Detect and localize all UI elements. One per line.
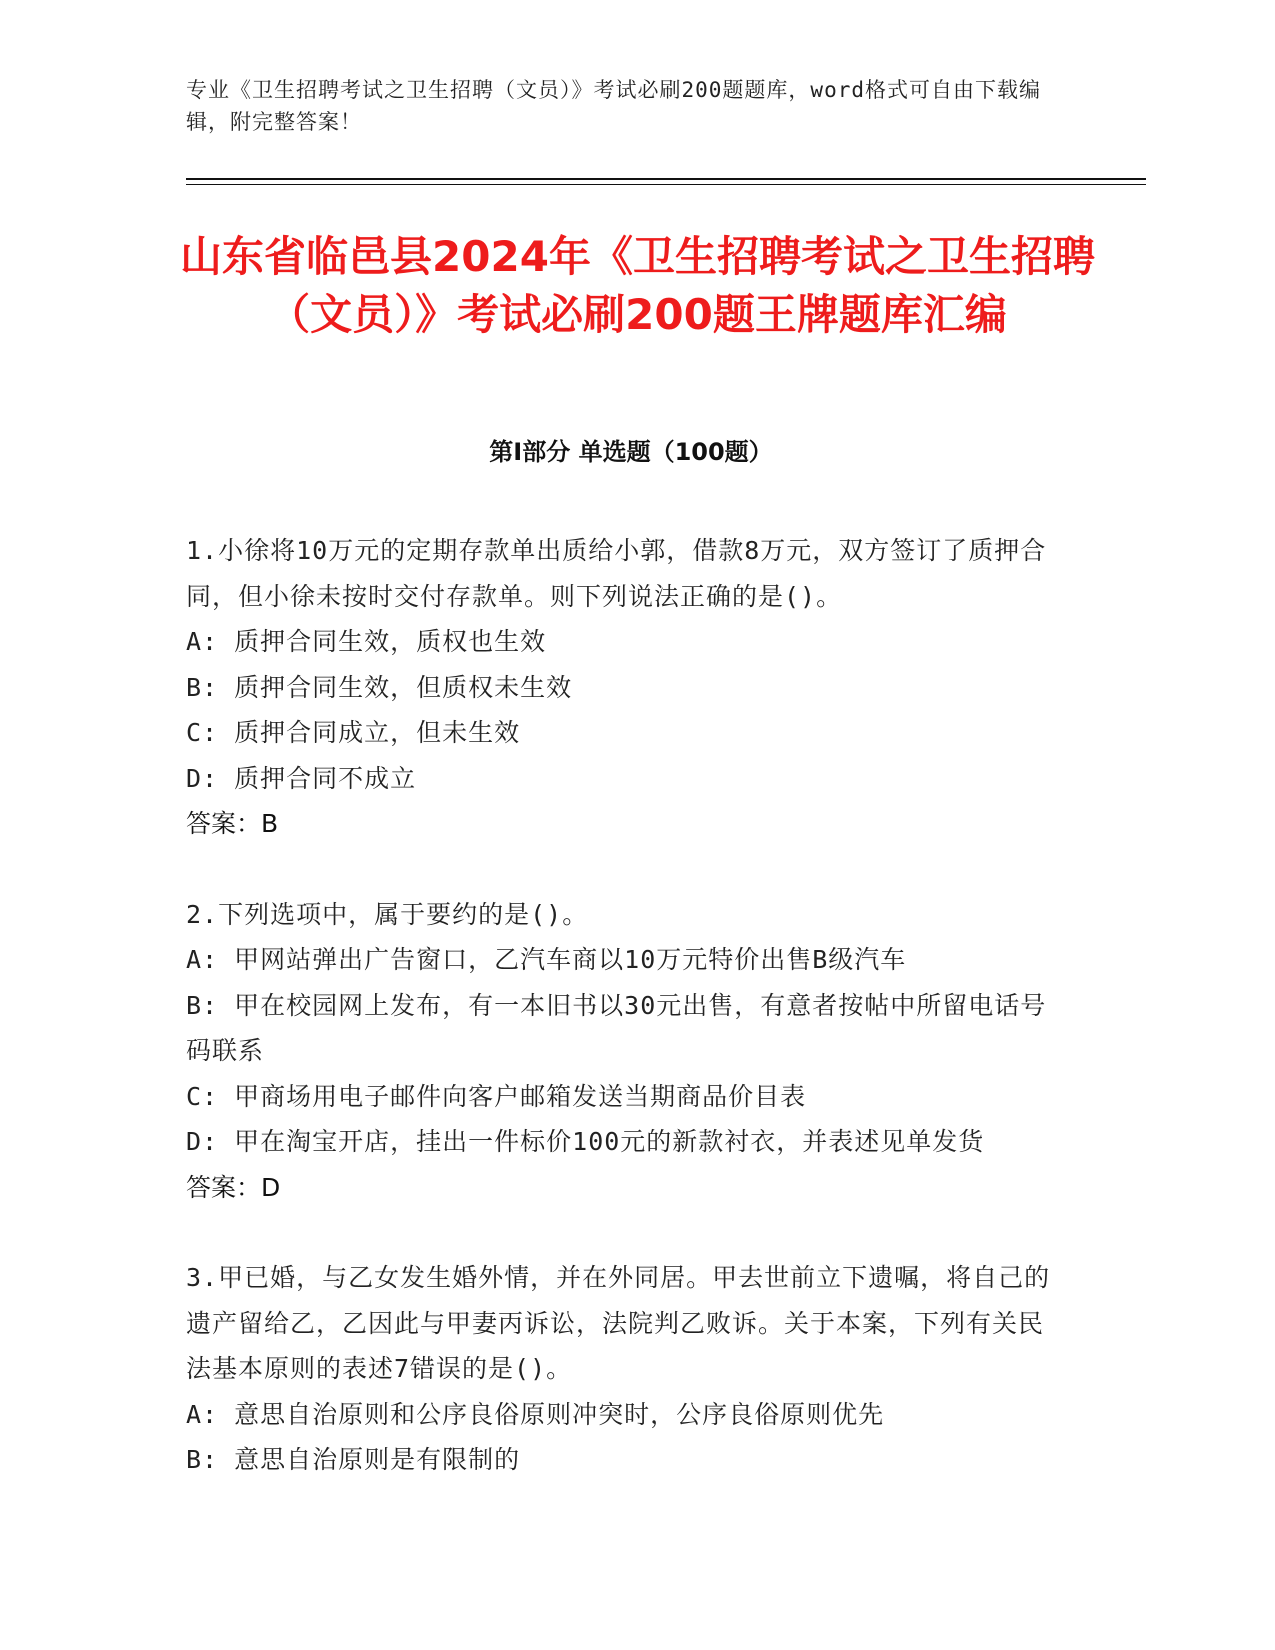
header-note: 专业《卫生招聘考试之卫生招聘（文员）》考试必刷200题题库，word格式可自由下载编辑，附完整答案！ [186,78,1041,134]
option-d: D: 甲在淘宝开店，挂出一件标价100元的新款衬衣，并表述见单发货 [186,1127,985,1156]
option-b: B: 意思自治原则是有限制的 [186,1445,521,1474]
option-b: B: 甲在校园网上发布，有一本旧书以30元出售，有意者按帖中所留电话号码联系 [186,990,1047,1065]
header-divider-thin [186,184,1146,185]
question-2 [186,892,1066,1211]
answer: 答案：D [186,1172,281,1202]
option-d: D: 质押合同不成立 [186,763,417,793]
question-1 [186,528,1066,847]
question-3 [186,1255,1066,1483]
question-stem: 1.小徐将10万元的定期存款单出质给小郭，借款8万元，双方签订了质押合同，但小徐未按时交付存款单。则下列说法正确的是()。 [186,536,1047,611]
option-c: C: 质押合同成立，但未生效 [186,718,521,747]
option-b: B: 质押合同生效，但质权未生效 [186,672,573,702]
answer: 答案：B [186,809,279,838]
document-title: 山东省临邑县2024年《卫生招聘考试之卫生招聘（文员）》考试必刷200题王牌题库汇编 [180,232,1095,339]
header-divider-thick [186,178,1146,180]
option-a: A: 甲网站弹出广告窗口，乙汽车商以10万元特价出售B级汽车 [186,945,907,974]
question-stem: 3.甲已婚，与乙女发生婚外情，并在外同居。甲去世前立下遗嘱，将自己的遗产留给乙，乙因此与甲妻丙诉讼，法院判乙败诉。关于本案，下列有关民法基本原则的表述7错误的是()。 [186,1263,1051,1383]
section-title: 第Ⅰ部分 单选题（100题） [489,438,773,466]
question-list [186,528,1066,1528]
option-c: C: 甲商场用电子邮件向客户邮箱发送当期商品价目表 [186,1081,807,1111]
option-a: A: 质押合同生效，质权也生效 [186,627,547,656]
option-a: A: 意思自治原则和公序良俗原则冲突时，公序良俗原则优先 [186,1399,885,1429]
question-stem: 2.下列选项中，属于要约的是()。 [186,899,589,929]
